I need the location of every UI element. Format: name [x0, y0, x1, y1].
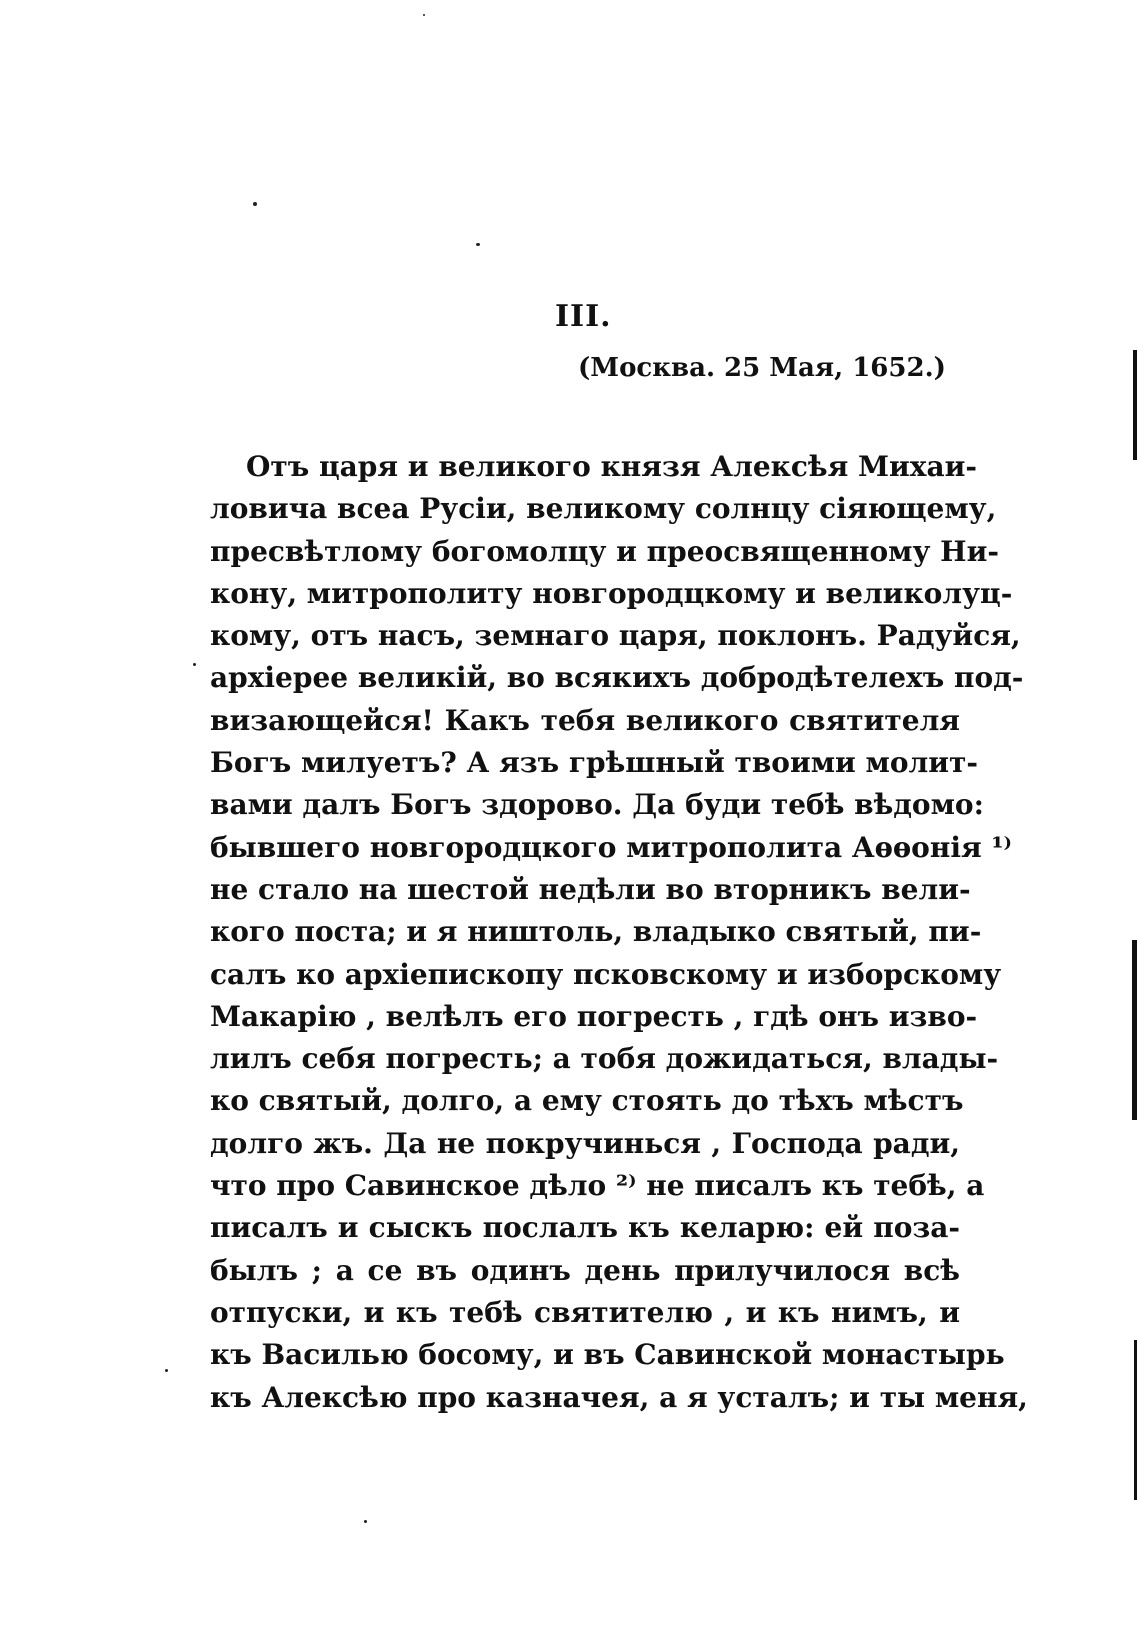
text-line: писалъ и сыскъ послалъ къ келарю: ей поза- [210, 1211, 960, 1245]
text-line: вами далъ Богъ здорово. Да буди тебѣ вѣдомо: [210, 788, 984, 822]
text-line: салъ ко архіепископу псковскому и изборскому [210, 957, 1002, 991]
scan-speck [364, 1520, 367, 1523]
text-line: пресвѣтлому богомолцу и преосвященному Ни- [210, 534, 1000, 568]
text-line: къ Алексѣю про казначея, а я усталъ; и ты меня, [210, 1380, 1028, 1414]
scan-speck [165, 1369, 168, 1372]
text-line: ловича всеа Русіи, великому солнцу сіяющему, [210, 492, 997, 526]
binding-edge-mark [1134, 1340, 1137, 1500]
scan-speck [476, 243, 480, 246]
text-line: къ Василью босому, и въ Савинской монастырь [210, 1338, 1005, 1372]
text-line: Макарію , велѣлъ его погресть , гдѣ онъ изво- [210, 999, 978, 1033]
text-line: что про Савинское дѣло ²⁾ не писалъ къ тебѣ, а [210, 1169, 985, 1203]
text-line: архіерее великій, во всякихъ добродѣтелехъ под- [210, 661, 1024, 695]
scan-speck [253, 202, 257, 206]
text-line: кону, митрополиту новгородцкому и великолуц- [210, 576, 1013, 610]
text-line: кого поста; и я ништоль, владыко святый, пи- [210, 915, 982, 949]
text-line: визающейся! Какъ тебя великого святителя [210, 703, 960, 737]
text-line: Отъ царя и великого князя Алексѣя Михаи- [246, 450, 978, 483]
dateline: (Москва. 25 Мая, 1652.) [578, 353, 946, 383]
letter-body [210, 446, 1028, 1419]
text-line: бывшего новгородцкого митрополита Аѳѳонія ¹⁾ [210, 830, 1013, 864]
section-number: III. [555, 299, 612, 334]
binding-edge-mark [1133, 350, 1137, 460]
text-line: отпуски, и къ тебѣ святителю , и къ нимъ, и [210, 1295, 960, 1329]
scan-speck [193, 663, 196, 666]
scan-speck [423, 14, 425, 16]
text-line: ко святый, долго, а ему стоять до тѣхъ мѣстъ [210, 1084, 964, 1118]
text-line: лилъ себя погресть; а тобя дожидаться, влады- [210, 1042, 999, 1076]
text-line: Богъ милуетъ? А язъ грѣшный твоими молит- [210, 746, 979, 780]
text-line: кому, отъ насъ, земнаго царя, поклонъ. Радуйся, [210, 619, 1021, 653]
text-line: былъ ; а се въ одинъ день прилучилося всѣ [210, 1253, 960, 1287]
text-line: не стало на шестой недѣли во вторникъ вели- [210, 872, 971, 906]
text-line: долго жъ. Да не покручинься , Господа ради, [210, 1126, 960, 1160]
binding-edge-mark [1132, 940, 1137, 1120]
